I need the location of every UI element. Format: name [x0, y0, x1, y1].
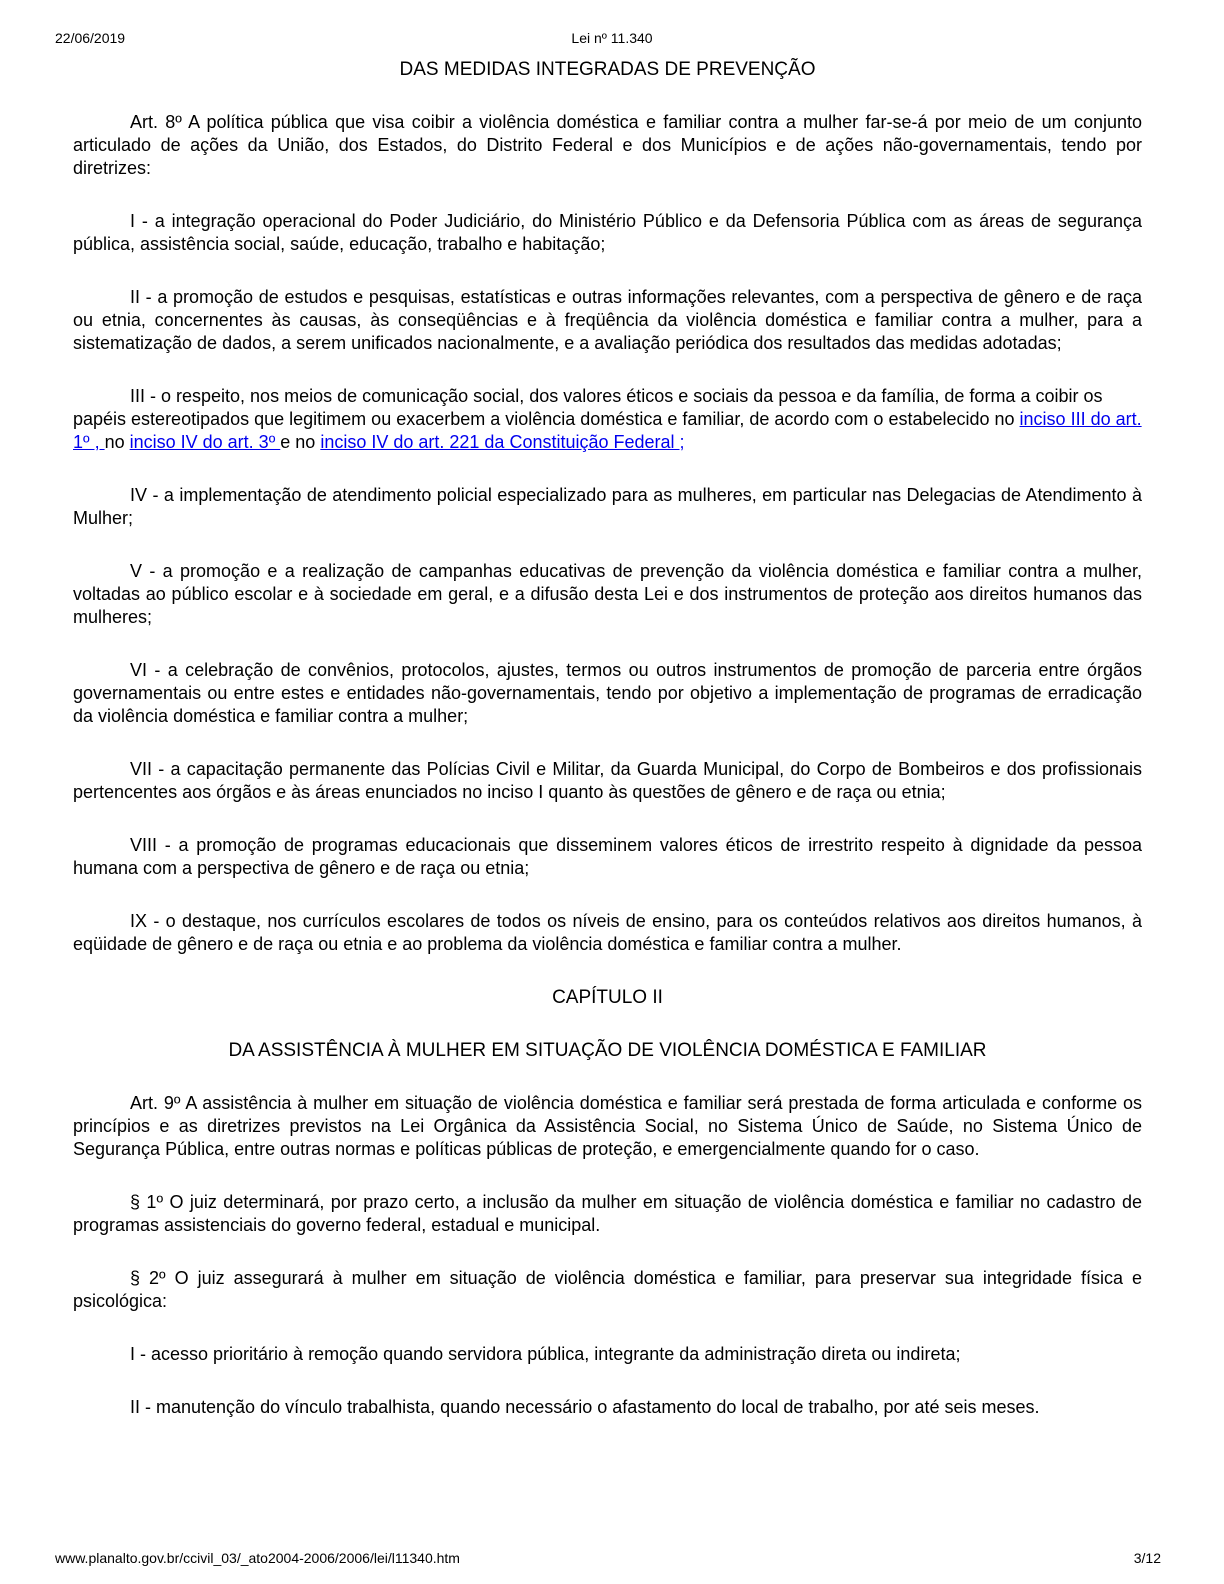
art8-inciso-2: II - a promoção de estudos e pesquisas, estatísticas e outras informações relevantes, com a perspectiva de gênero e de raça ou etnia, concernentes às causas, às conseqüências e à freqüência da violência doméstica e familiar contra a mulher, para a sistematização de dados, a serem unificados nacionalmente, e a avaliação periódica dos resultados das medidas adotadas;: [73, 287, 1142, 353]
page-number: 3/12: [1133, 1550, 1161, 1566]
link-constituicao-art3-inciso4[interactable]: inciso IV do art. 3º: [129, 432, 281, 452]
art8-inciso-7: VII - a capacitação permanente das Polícias Civil e Militar, da Guarda Municipal, do Corpo de Bombeiros e dos profissionais pertencentes aos órgãos e às áreas enunciados no inciso I quanto às questões de gênero e de raça ou etnia;: [73, 759, 1142, 802]
art8-inciso-6: VI - a celebração de convênios, protocolos, ajustes, termos ou outros instrumentos de promoção de parceria entre órgãos governamentais ou entre estes e entidades não-governamentais, tendo por objetivo a implementação de programas de erradicação da violência doméstica e familiar contra a mulher;: [73, 660, 1142, 726]
chapter-label: CAPÍTULO II: [552, 987, 663, 1008]
art9-paragraph-2: § 2º O juiz assegurará à mulher em situação de violência doméstica e familiar, para preservar sua integridade física e psicológica:: [73, 1268, 1142, 1311]
link-constituicao-art1-inciso3[interactable]: inciso III do art. 1º ,: [73, 409, 1142, 452]
art8-inciso-5: V - a promoção e a realização de campanhas educativas de prevenção da violência doméstica e familiar contra a mulher, voltadas ao público escolar e à sociedade em geral, e a difusão desta Lei e dos instrumentos de proteção aos direitos humanos das mulheres;: [73, 561, 1142, 627]
art8-inciso-3-conn1: no: [104, 432, 130, 452]
art8-inciso-9: IX - o destaque, nos currículos escolares de todos os níveis de ensino, para os conteúdos relativos aos direitos humanos, à eqüidade de gênero e de raça ou etnia e ao problema da violência doméstica e familiar contra a mulher.: [73, 911, 1142, 954]
art9-intro: Art. 9º A assistência à mulher em situação de violência doméstica e familiar será prestada de forma articulada e conforme os princípios e as diretrizes previstos na Lei Orgânica da Assistência Social, no Sistema Único de Saúde, no Sistema Único de Segurança Pública, entre outras normas e políticas públicas de proteção, e emergencialmente quando for o caso.: [73, 1093, 1142, 1159]
art9-paragraph-1: § 1º O juiz determinará, por prazo certo, a inclusão da mulher em situação de violência doméstica e familiar no cadastro de programas assistenciais do governo federal, estadual e municipal.: [73, 1192, 1142, 1235]
print-date: 22/06/2019: [55, 30, 126, 46]
footer-url: www.planalto.gov.br/ccivil_03/_ato2004-2006/2006/lei/l11340.htm: [55, 1550, 460, 1566]
art8-inciso-4: IV - a implementação de atendimento policial especializado para as mulheres, em particular nas Delegacias de Atendimento à Mulher;: [73, 485, 1142, 528]
art9-paragraph-2-inciso-2: II - manutenção do vínculo trabalhista, quando necessário o afastamento do local de trabalho, por até seis meses.: [130, 1397, 1040, 1417]
art8-inciso-3-conn2: e no: [280, 432, 321, 452]
link-constituicao-art221-inciso4[interactable]: inciso IV do art. 221 da Constituição Federal ;: [320, 432, 685, 452]
art8-inciso-3-text: III - o respeito, nos meios de comunicação social, dos valores éticos e sociais da pessoa e da família, de forma a coibir os papéis estereotipados que legitimem ou exacerbem a violência doméstica e familiar, de acordo com o estabelecido no: [73, 386, 1103, 429]
chapter-title: DA ASSISTÊNCIA À MULHER EM SITUAÇÃO DE VIOLÊNCIA DOMÉSTICA E FAMILIAR: [228, 1040, 987, 1061]
document-title: Lei nº 11.340: [571, 30, 653, 46]
art8-inciso-8: VIII - a promoção de programas educacionais que disseminem valores éticos de irrestrito respeito à dignidade da pessoa humana com a perspectiva de gênero e de raça ou etnia;: [73, 835, 1142, 878]
art8-intro: Art. 8º A política pública que visa coibir a violência doméstica e familiar contra a mulher far-se-á por meio de um conjunto articulado de ações da União, dos Estados, do Distrito Federal e dos Municípios e de ações não-governamentais, tendo por diretrizes:: [73, 112, 1142, 178]
art8-inciso-1: I - a integração operacional do Poder Judiciário, do Ministério Público e da Defensoria Pública com as áreas de segurança pública, assistência social, saúde, educação, trabalho e habitação;: [73, 211, 1142, 254]
art8-inciso-3: [73, 385, 1142, 454]
art9-paragraph-2-inciso-1: I - acesso prioritário à remoção quando servidora pública, integrante da administração direta ou indireta;: [130, 1344, 961, 1364]
document-body: [73, 58, 1142, 1419]
section-heading: DAS MEDIDAS INTEGRADAS DE PREVENÇÃO: [399, 59, 816, 80]
